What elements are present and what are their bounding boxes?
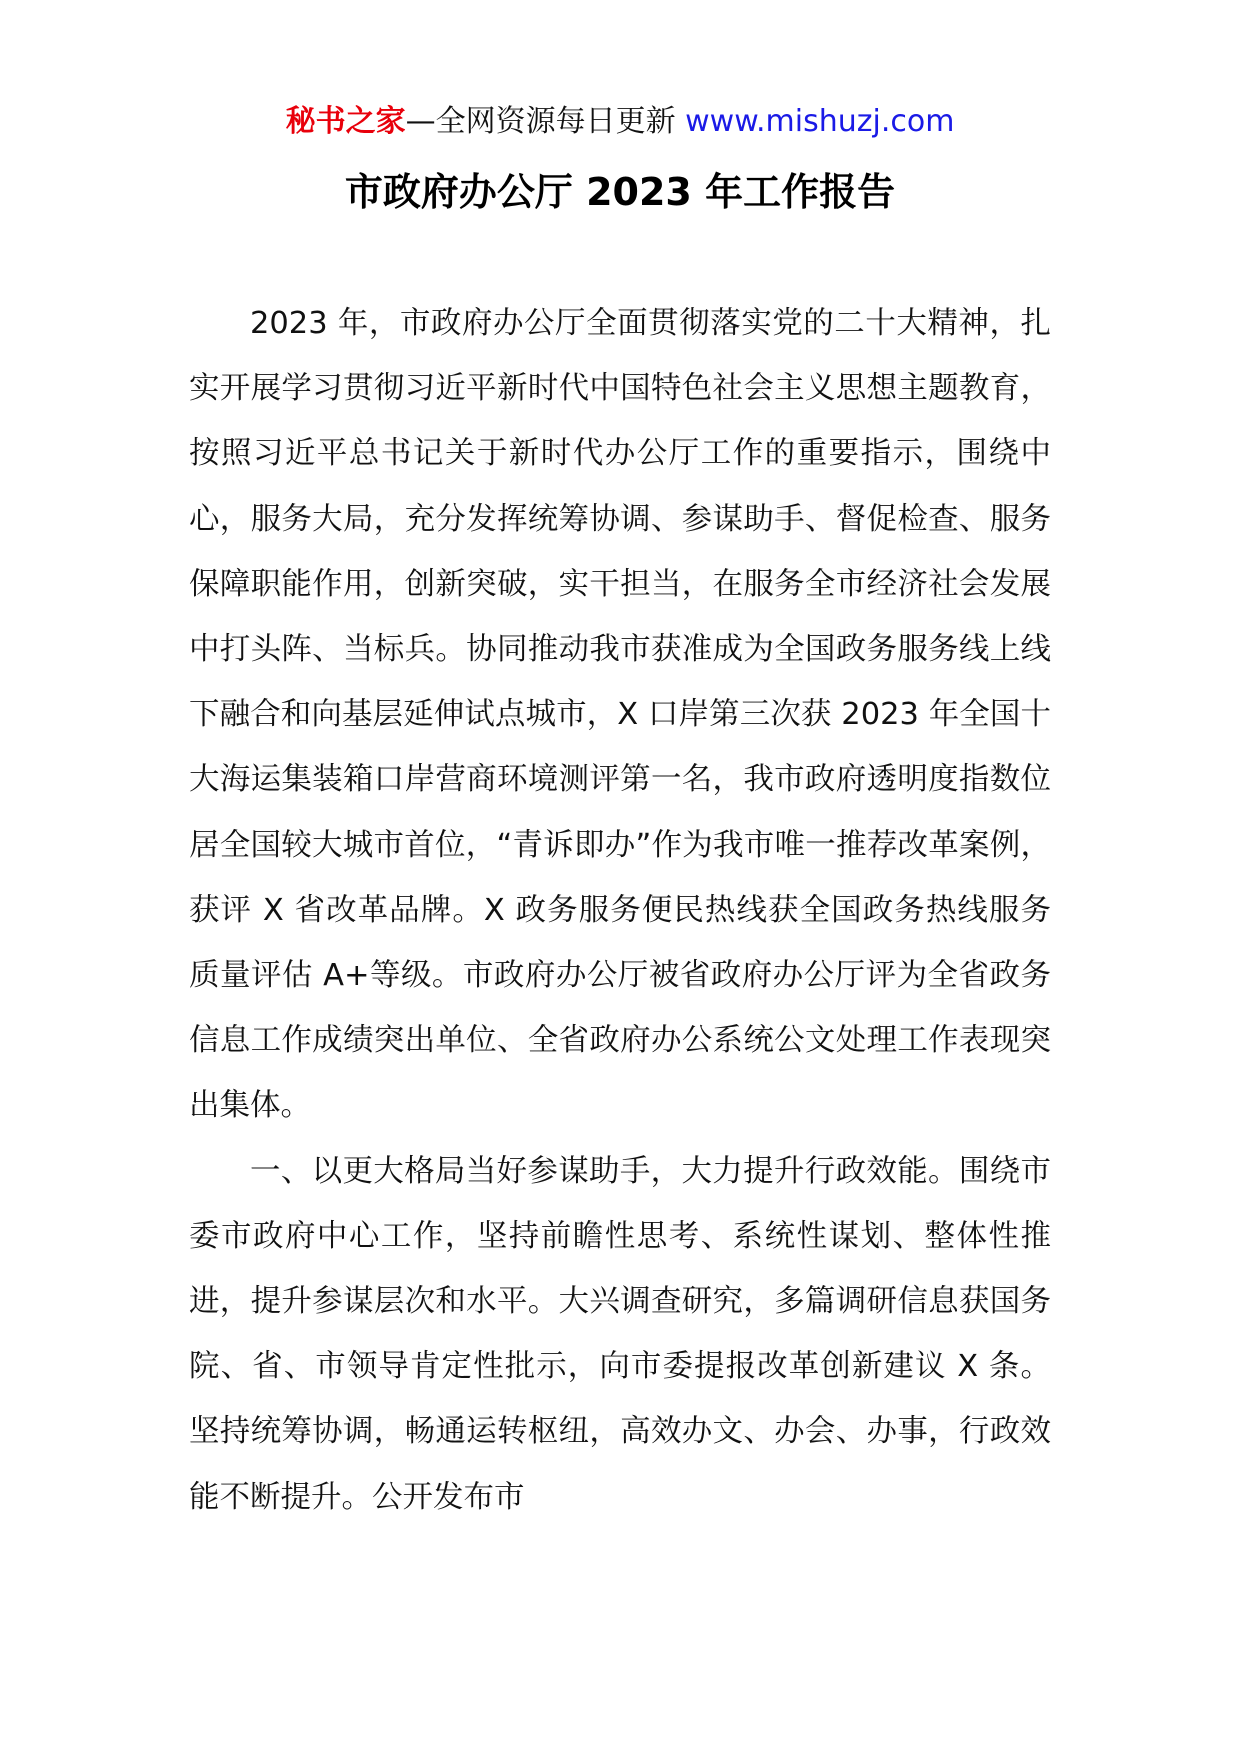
- paragraph-intro: 2023 年，市政府办公厅全面贯彻落实党的二十大精神，扎实开展学习贯彻习近平新时代中国特色社会主义思想主题教育，按照习近平总书记关于新时代办公厅工作的重要指示，围绕中心，服务大局，充分发挥统筹协调、参谋助手、督促检查、服务保障职能作用，创新突破，实干担当，在服务全市经济社会发展中打头阵、当标兵。协同推动我市获准成为全国政务服务线上线下融合和向基层延伸试点城市，X 口岸第三次获 2023 年全国十大海运集装箱口岸营商环境测评第一名，我市政府透明度指数位居全国较大城市首位，“青诉即办”作为我市唯一推荐改革案例，获评 X 省改革品牌。X 政务服务便民热线获全国政务热线服务质量评估 A+等级。市政府办公厅被省政府办公厅评为全省政务信息工作成绩突出单位、全省政府办公系统公文处理工作表现突出集体。: [189, 306, 1051, 1124]
- watermark-header: [0, 100, 1240, 144]
- paragraph-section-one: 一、以更大格局当好参谋助手，大力提升行政效能。围绕市委市政府中心工作，坚持前瞻性思考、系统性谋划、整体性推进，提升参谋层次和水平。大兴调查研究，多篇调研信息获国务院、省、市领导肯定性批示，向市委提报改革创新建议 X 条。坚持统筹协调，畅通运转枢纽，高效办文、办会、办事，行政效能不断提升。公开发布市: [189, 1153, 1051, 1515]
- document-body: [189, 291, 1051, 1530]
- site-url-link[interactable]: www.mishuzj.com: [685, 104, 955, 139]
- header-tagline: —全网资源每日更新: [405, 104, 676, 139]
- document-title: 市政府办公厅 2023 年工作报告: [344, 170, 896, 214]
- brand-name: 秘书之家: [285, 104, 406, 139]
